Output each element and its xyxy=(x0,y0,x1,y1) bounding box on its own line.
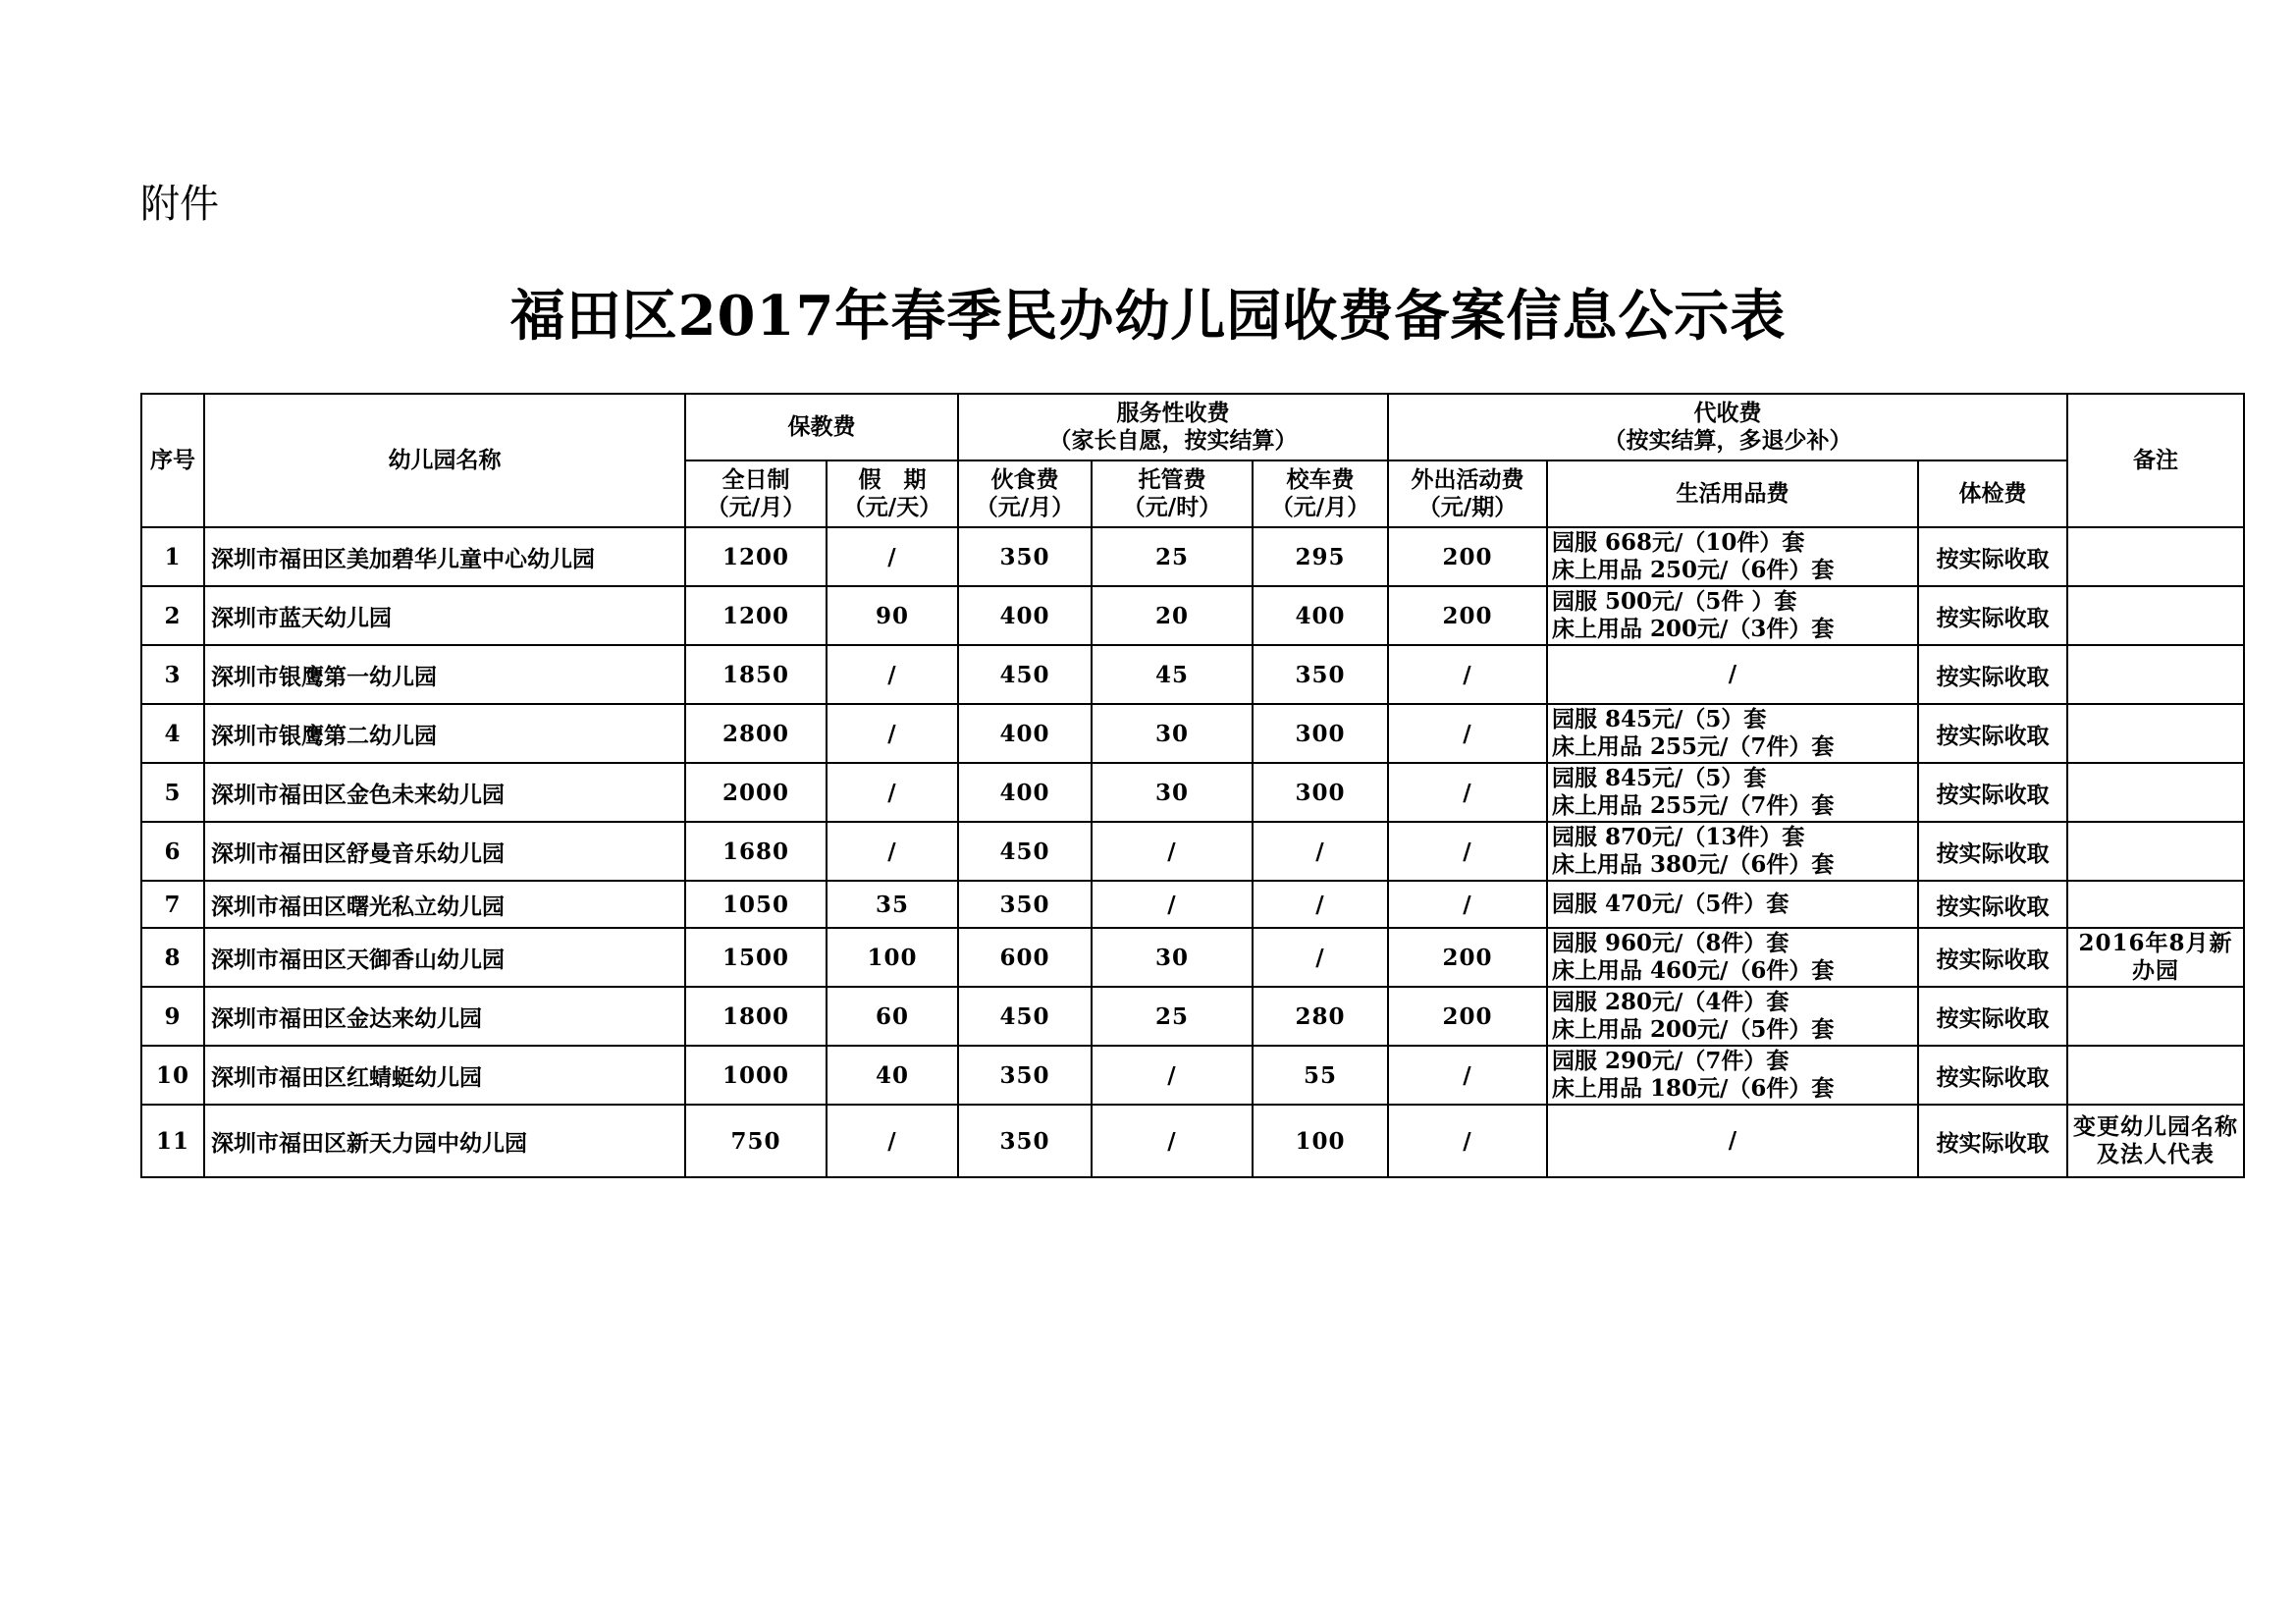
header-holiday: 假 期 （元/天） xyxy=(827,460,958,527)
cell-supplies xyxy=(1547,527,1918,586)
header-bus: 校车费 （元/月） xyxy=(1253,460,1388,527)
cell-name: 深圳市银鹰第一幼儿园 xyxy=(204,645,685,704)
cell-remark xyxy=(2067,586,2244,645)
cell-holiday: / xyxy=(827,645,958,704)
cell-full-day: 2000 xyxy=(685,763,827,822)
cell-bus: 300 xyxy=(1253,763,1388,822)
cell-name: 深圳市银鹰第二幼儿园 xyxy=(204,704,685,763)
cell-care: 25 xyxy=(1092,527,1253,586)
cell-care: 45 xyxy=(1092,645,1253,704)
header-supplies: 生活用品费 xyxy=(1547,460,1918,527)
cell-outing: 200 xyxy=(1388,928,1547,987)
cell-outing: / xyxy=(1388,1105,1547,1177)
table-row xyxy=(141,987,2244,1046)
table-row xyxy=(141,1046,2244,1105)
cell-remark xyxy=(2067,704,2244,763)
supplies-line-2: 床上用品 380元/（6件）套 xyxy=(1552,851,1835,878)
cell-meal: 600 xyxy=(958,928,1092,987)
table-row xyxy=(141,763,2244,822)
cell-checkup: 按实际收取 xyxy=(1918,1105,2067,1177)
cell-no: 4 xyxy=(141,704,204,763)
cell-name: 深圳市福田区舒曼音乐幼儿园 xyxy=(204,822,685,881)
cell-care: 30 xyxy=(1092,704,1253,763)
cell-checkup: 按实际收取 xyxy=(1918,763,2067,822)
cell-no: 7 xyxy=(141,881,204,928)
fee-table xyxy=(140,393,2245,1178)
cell-name: 深圳市福田区天御香山幼儿园 xyxy=(204,928,685,987)
cell-remark: 2016年8月新办园 xyxy=(2067,928,2244,987)
cell-name: 深圳市福田区曙光私立幼儿园 xyxy=(204,881,685,928)
cell-bus: / xyxy=(1253,822,1388,881)
cell-meal: 350 xyxy=(958,527,1092,586)
cell-name: 深圳市蓝天幼儿园 xyxy=(204,586,685,645)
cell-bus: 400 xyxy=(1253,586,1388,645)
cell-no: 5 xyxy=(141,763,204,822)
cell-bus: / xyxy=(1253,928,1388,987)
cell-no: 6 xyxy=(141,822,204,881)
cell-meal: 450 xyxy=(958,987,1092,1046)
header-outing: 外出活动费 （元/期） xyxy=(1388,460,1547,527)
supplies-line-2: 床上用品 255元/（7件）套 xyxy=(1552,733,1835,760)
cell-supplies xyxy=(1547,1046,1918,1105)
cell-holiday: 100 xyxy=(827,928,958,987)
supplies-line-1: 园服 470元/（5件）套 xyxy=(1552,891,1789,917)
cell-checkup: 按实际收取 xyxy=(1918,822,2067,881)
cell-remark xyxy=(2067,822,2244,881)
cell-bus: 295 xyxy=(1253,527,1388,586)
table-row xyxy=(141,1105,2244,1177)
cell-supplies xyxy=(1547,586,1918,645)
cell-checkup: 按实际收取 xyxy=(1918,645,2067,704)
cell-meal: 450 xyxy=(958,645,1092,704)
cell-full-day: 2800 xyxy=(685,704,827,763)
cell-full-day: 1000 xyxy=(685,1046,827,1105)
cell-meal: 450 xyxy=(958,822,1092,881)
cell-name: 深圳市福田区新天力园中幼儿园 xyxy=(204,1105,685,1177)
cell-care: 30 xyxy=(1092,928,1253,987)
cell-remark xyxy=(2067,987,2244,1046)
cell-name: 深圳市福田区金达来幼儿园 xyxy=(204,987,685,1046)
cell-checkup: 按实际收取 xyxy=(1918,1046,2067,1105)
cell-checkup: 按实际收取 xyxy=(1918,704,2067,763)
table-row xyxy=(141,645,2244,704)
cell-supplies xyxy=(1547,928,1918,987)
cell-bus: 100 xyxy=(1253,1105,1388,1177)
header-care: 托管费 （元/时） xyxy=(1092,460,1253,527)
supplies-line-1: 园服 280元/（4件）套 xyxy=(1552,989,1789,1015)
supplies-line-1: 园服 845元/（5）套 xyxy=(1552,765,1767,791)
cell-meal: 400 xyxy=(958,763,1092,822)
cell-outing: / xyxy=(1388,1046,1547,1105)
cell-remark xyxy=(2067,763,2244,822)
cell-name: 深圳市福田区金色未来幼儿园 xyxy=(204,763,685,822)
supplies-line-1: 园服 500元/（5件 ）套 xyxy=(1552,588,1797,615)
page-title: 福田区2017年春季民办幼儿园收费备案信息公示表 xyxy=(509,284,1787,349)
header-no: 序号 xyxy=(141,394,204,527)
cell-holiday: / xyxy=(827,763,958,822)
cell-holiday: 90 xyxy=(827,586,958,645)
cell-outing: 200 xyxy=(1388,987,1547,1046)
cell-supplies xyxy=(1547,763,1918,822)
cell-outing: / xyxy=(1388,822,1547,881)
table-row xyxy=(141,928,2244,987)
supplies-line-2: 床上用品 200元/（5件）套 xyxy=(1552,1016,1835,1043)
cell-care: / xyxy=(1092,881,1253,928)
cell-checkup: 按实际收取 xyxy=(1918,586,2067,645)
cell-no: 11 xyxy=(141,1105,204,1177)
cell-outing: 200 xyxy=(1388,586,1547,645)
table-row xyxy=(141,704,2244,763)
cell-no: 3 xyxy=(141,645,204,704)
cell-holiday: / xyxy=(827,527,958,586)
table-row xyxy=(141,822,2244,881)
table-row xyxy=(141,586,2244,645)
cell-no: 2 xyxy=(141,586,204,645)
header-tuition: 保教费 xyxy=(685,394,958,460)
cell-full-day: 1500 xyxy=(685,928,827,987)
cell-full-day: 1800 xyxy=(685,987,827,1046)
cell-meal: 350 xyxy=(958,1046,1092,1105)
cell-checkup: 按实际收取 xyxy=(1918,928,2067,987)
cell-full-day: 1850 xyxy=(685,645,827,704)
header-full-day: 全日制 （元/月） xyxy=(685,460,827,527)
cell-supplies xyxy=(1547,645,1918,704)
cell-outing: / xyxy=(1388,645,1547,704)
supplies-line-1: 园服 960元/（8件）套 xyxy=(1552,930,1789,956)
supplies-line-2: 床上用品 255元/（7件）套 xyxy=(1552,792,1835,819)
header-agency: 代收费 （按实结算，多退少补） xyxy=(1388,394,2067,460)
cell-bus: 350 xyxy=(1253,645,1388,704)
cell-holiday: / xyxy=(827,1105,958,1177)
cell-no: 8 xyxy=(141,928,204,987)
cell-no: 1 xyxy=(141,527,204,586)
cell-full-day: 750 xyxy=(685,1105,827,1177)
cell-care: 30 xyxy=(1092,763,1253,822)
cell-supplies xyxy=(1547,987,1918,1046)
cell-care: / xyxy=(1092,822,1253,881)
cell-holiday: 60 xyxy=(827,987,958,1046)
supplies-line-1: 园服 668元/（10件）套 xyxy=(1552,529,1805,556)
cell-bus: 280 xyxy=(1253,987,1388,1046)
cell-remark xyxy=(2067,881,2244,928)
cell-meal: 350 xyxy=(958,1105,1092,1177)
cell-supplies xyxy=(1547,1105,1918,1177)
cell-checkup: 按实际收取 xyxy=(1918,527,2067,586)
cell-remark: 变更幼儿园名称及法人代表 xyxy=(2067,1105,2244,1177)
cell-full-day: 1680 xyxy=(685,822,827,881)
header-checkup: 体检费 xyxy=(1918,460,2067,527)
supplies-line-1: 园服 290元/（7件）套 xyxy=(1552,1048,1789,1074)
table-row xyxy=(141,881,2244,928)
supplies-line-1: / xyxy=(1728,661,1737,687)
cell-bus: 300 xyxy=(1253,704,1388,763)
supplies-line-1: 园服 870元/（13件）套 xyxy=(1552,824,1805,850)
cell-outing: 200 xyxy=(1388,527,1547,586)
header-meal: 伙食费 （元/月） xyxy=(958,460,1092,527)
cell-full-day: 1050 xyxy=(685,881,827,928)
cell-no: 10 xyxy=(141,1046,204,1105)
cell-bus: / xyxy=(1253,881,1388,928)
cell-full-day: 1200 xyxy=(685,586,827,645)
cell-holiday: / xyxy=(827,822,958,881)
supplies-line-2: 床上用品 250元/（6件）套 xyxy=(1552,557,1835,583)
cell-meal: 400 xyxy=(958,586,1092,645)
cell-remark xyxy=(2067,527,2244,586)
cell-no: 9 xyxy=(141,987,204,1046)
cell-holiday: 35 xyxy=(827,881,958,928)
cell-bus: 55 xyxy=(1253,1046,1388,1105)
cell-full-day: 1200 xyxy=(685,527,827,586)
cell-outing: / xyxy=(1388,704,1547,763)
cell-holiday: / xyxy=(827,704,958,763)
supplies-line-1: / xyxy=(1728,1127,1737,1154)
cell-meal: 400 xyxy=(958,704,1092,763)
header-service: 服务性收费 （家长自愿，按实结算） xyxy=(958,394,1388,460)
header-name: 幼儿园名称 xyxy=(204,394,685,527)
cell-name: 深圳市福田区美加碧华儿童中心幼儿园 xyxy=(204,527,685,586)
cell-outing: / xyxy=(1388,881,1547,928)
cell-care: 20 xyxy=(1092,586,1253,645)
cell-remark xyxy=(2067,645,2244,704)
supplies-line-2: 床上用品 200元/（3件）套 xyxy=(1552,616,1835,642)
cell-remark xyxy=(2067,1046,2244,1105)
cell-care: / xyxy=(1092,1046,1253,1105)
supplies-line-2: 床上用品 460元/（6件）套 xyxy=(1552,957,1835,984)
cell-supplies xyxy=(1547,881,1918,928)
cell-care: / xyxy=(1092,1105,1253,1177)
supplies-line-2: 床上用品 180元/（6件）套 xyxy=(1552,1075,1835,1102)
header-remark: 备注 xyxy=(2067,394,2244,527)
supplies-line-1: 园服 845元/（5）套 xyxy=(1552,706,1767,732)
table-row xyxy=(141,527,2244,586)
cell-meal: 350 xyxy=(958,881,1092,928)
cell-checkup: 按实际收取 xyxy=(1918,881,2067,928)
cell-name: 深圳市福田区红蜻蜓幼儿园 xyxy=(204,1046,685,1105)
attachment-label: 附件 xyxy=(140,182,219,227)
cell-supplies xyxy=(1547,704,1918,763)
cell-care: 25 xyxy=(1092,987,1253,1046)
cell-outing: / xyxy=(1388,763,1547,822)
cell-supplies xyxy=(1547,822,1918,881)
cell-checkup: 按实际收取 xyxy=(1918,987,2067,1046)
cell-holiday: 40 xyxy=(827,1046,958,1105)
